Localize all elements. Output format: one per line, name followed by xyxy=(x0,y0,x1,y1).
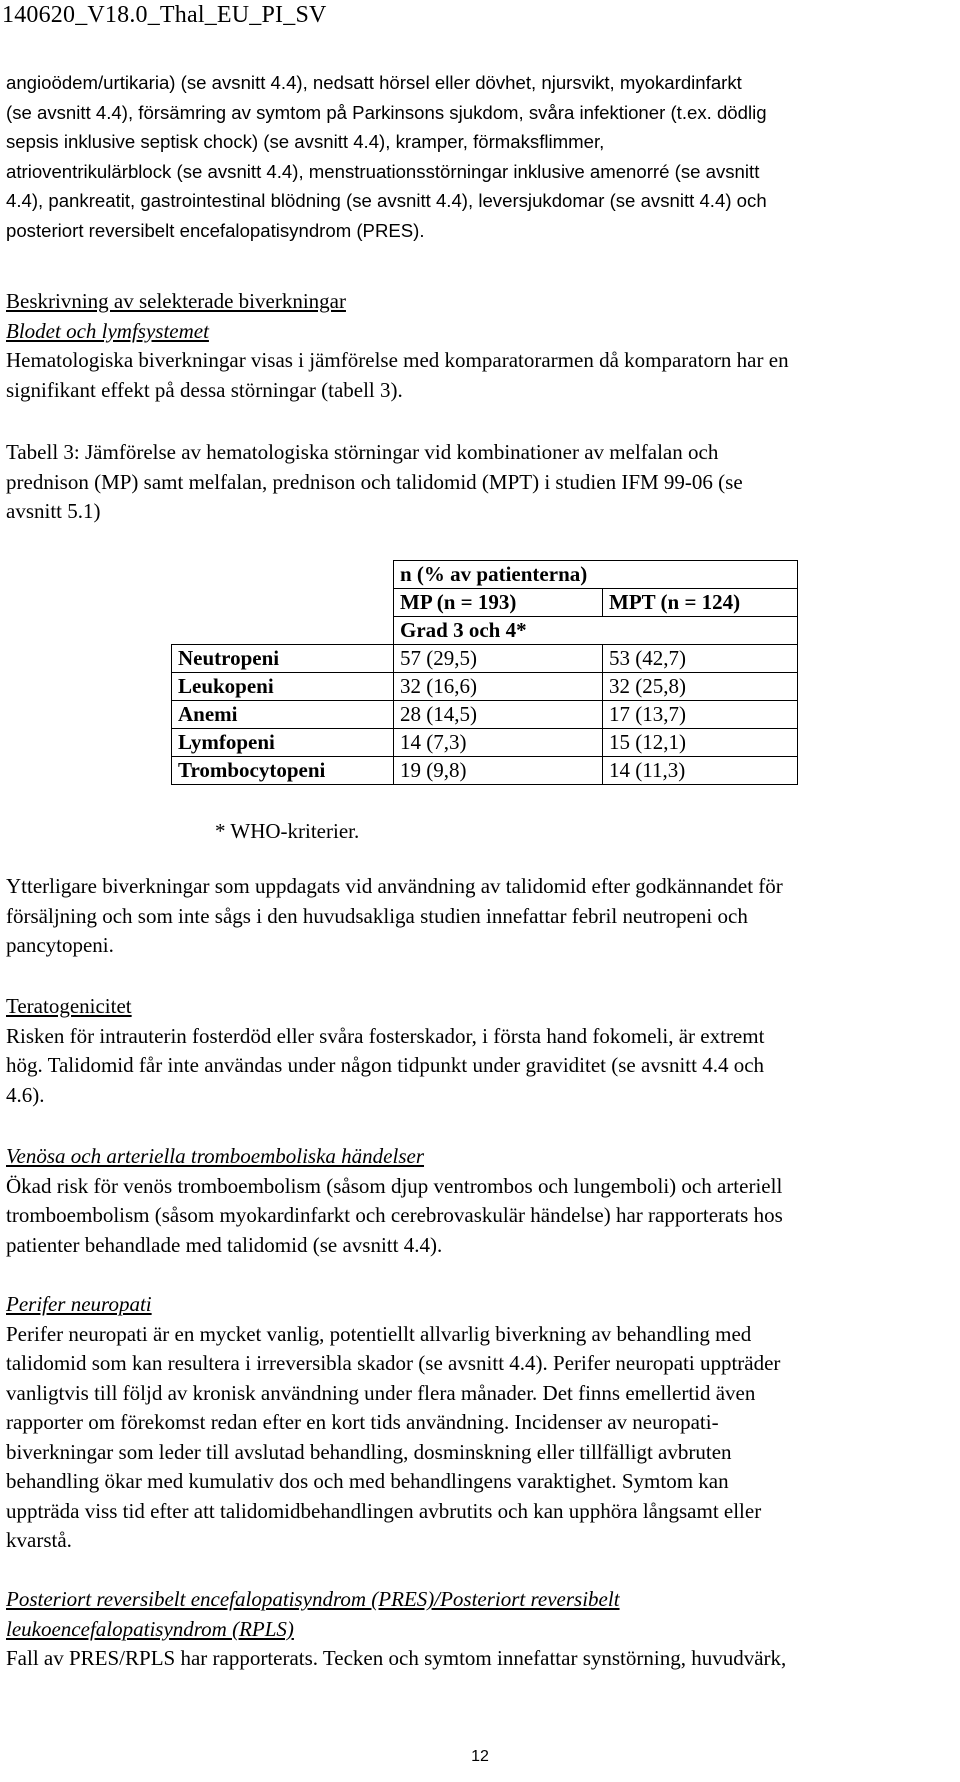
text-line: Tabell 3: Jämförelse av hematologiska störningar vid kombinationer av melfalan och xyxy=(6,440,719,464)
text-line: Ökad risk för venös tromboembolism (såsom djup ventrombos och lungemboli) och arteriell xyxy=(6,1173,783,1198)
table-row xyxy=(172,729,798,757)
cell-mpt: 32 (25,8) xyxy=(603,673,798,701)
thromboembolic-section xyxy=(6,1142,954,1260)
text-line: behandling ökar med kumulativ dos och med behandlingens varaktighet. Symtom kan xyxy=(6,1469,729,1493)
section-heading: Beskrivning av selekterade biverkningar xyxy=(6,289,346,313)
column-header-mp: MP (n = 193) xyxy=(394,589,603,617)
text-line: avsnitt 5.1) xyxy=(6,499,101,523)
table-row xyxy=(172,673,798,701)
text-line: Hematologiska biverkningar visas i jämförelse med komparatorarmen då komparatorn har en xyxy=(6,348,789,372)
hematology-table xyxy=(171,560,798,785)
table-header-row xyxy=(172,617,798,645)
table-header-row xyxy=(172,561,798,589)
page-number: 12 xyxy=(471,1748,489,1765)
section-heading: Perifer neuropati xyxy=(6,1292,152,1316)
intro-paragraph xyxy=(6,68,954,245)
section-heading: Teratogenicitet xyxy=(6,994,132,1018)
text-line: 4.4), pankreatit, gastrointestinal blödning (se avsnitt 4.4), leversjukdomar (se avsnitt 4.4) och xyxy=(6,190,767,211)
text-line: angioödem/urtikaria) (se avsnitt 4.4), nedsatt hörsel eller dövhet, njursvikt, myokardinfarkt xyxy=(6,72,742,93)
section-heading: leukoencefalopatisyndrom (RPLS) xyxy=(6,1616,294,1641)
cell-mpt: 53 (42,7) xyxy=(603,645,798,673)
row-label: Lymfopeni xyxy=(172,729,394,757)
section-heading: Venösa och arteriella tromboemboliska händelser xyxy=(6,1144,425,1168)
text-line: biverkningar som leder till avslutad behandling, dosminskning eller tillfälligt avbruten xyxy=(6,1439,732,1464)
text-line: hög. Talidomid får inte användas under någon tidpunkt under graviditet (se avsnitt 4.4 och xyxy=(6,1053,765,1077)
document-header: 140620_V18.0_Thal_EU_PI_SV xyxy=(2,2,327,28)
row-label: Leukopeni xyxy=(172,673,394,701)
cell-mp: 32 (16,6) xyxy=(394,673,603,701)
teratogenicity-section xyxy=(6,992,954,1110)
table-header-row xyxy=(172,589,798,617)
table-row xyxy=(172,757,798,785)
column-header-mpt: MPT (n = 124) xyxy=(603,589,798,617)
row-label: Neutropeni xyxy=(172,645,394,673)
section-subheading: Blodet och lymfsystemet xyxy=(6,318,209,343)
text-line: sepsis inklusive septisk chock) (se avsnitt 4.4), kramper, förmaksflimmer, xyxy=(6,131,605,152)
table-footnote: * WHO-kriterier. xyxy=(215,819,360,843)
text-line: försäljning och som inte sågs i den huvudsakliga studien innefattar febril neutropeni och xyxy=(6,903,748,928)
text-line: vanligtvis till följd av kronisk användning under flera månader. Det finns emellertid även xyxy=(6,1380,756,1405)
text-line: prednison (MP) samt melfalan, prednison och talidomid (MPT) i studien IFM 99-06 (se xyxy=(6,469,743,494)
cell-mp: 28 (14,5) xyxy=(394,701,603,729)
text-line: posteriort reversibelt encefalopatisyndrom (PRES). xyxy=(6,219,425,241)
cell-mp: 14 (7,3) xyxy=(394,729,603,757)
table-row xyxy=(172,645,798,673)
table-caption xyxy=(6,438,954,527)
cell-mpt: 15 (12,1) xyxy=(603,729,798,757)
text-line: Risken för intrauterin fosterdöd eller svåra fosterskador, i första hand fokomeli, är extremt xyxy=(6,1023,765,1048)
text-line: tromboembolism (såsom myokardinfarkt och cerebrovaskulär händelse) har rapporterats hos xyxy=(6,1203,783,1227)
grade-header: Grad 3 och 4* xyxy=(394,617,798,645)
text-line: patienter behandlade med talidomid (se avsnitt 4.4). xyxy=(6,1232,443,1257)
cell-mpt: 14 (11,3) xyxy=(603,757,798,785)
text-line: atrioventrikulärblock (se avsnitt 4.4), menstruationsstörningar inklusive amenorré (se avsnitt xyxy=(6,160,760,182)
text-line: (se avsnitt 4.4), försämring av symtom på Parkinsons sjukdom, svåra infektioner (t.ex. dödlig xyxy=(6,101,767,123)
cell-mp: 19 (9,8) xyxy=(394,757,603,785)
selected-reactions-section xyxy=(6,287,954,405)
row-label: Anemi xyxy=(172,701,394,729)
section-heading: Posteriort reversibelt encefalopatisyndrom (PRES)/Posteriort reversibelt xyxy=(6,1587,620,1611)
text-line: rapporter om förekomst redan efter en kort tids användning. Incidenser av neuropati- xyxy=(6,1410,719,1434)
text-line: pancytopeni. xyxy=(6,933,114,957)
text-line: Ytterligare biverkningar som uppdagats vid användning av talidomid efter godkännandet för xyxy=(6,874,783,898)
additional-reactions-paragraph xyxy=(6,872,954,961)
text-line: talidomid som kan resultera i irreversibla skador (se avsnitt 4.4). Perifer neuropati uppträder xyxy=(6,1351,781,1375)
neuropathy-section xyxy=(6,1290,954,1556)
table-header-main: n (% av patienterna) xyxy=(394,561,798,589)
text-line: kvarstå. xyxy=(6,1528,72,1552)
cell-mp: 57 (29,5) xyxy=(394,645,603,673)
text-line: signifikant effekt på dessa störningar (tabell 3). xyxy=(6,377,403,402)
text-line: Perifer neuropati är en mycket vanlig, potentiellt allvarlig biverkning av behandling med xyxy=(6,1321,752,1346)
pres-section xyxy=(6,1585,954,1674)
text-line: uppträda viss tid efter att talidomidbehandlingen avbrutits och kan upphöra långsamt eller xyxy=(6,1498,762,1523)
row-label: Trombocytopeni xyxy=(172,757,394,785)
text-line: 4.6). xyxy=(6,1082,45,1107)
cell-mpt: 17 (13,7) xyxy=(603,701,798,729)
table-row xyxy=(172,701,798,729)
text-line: Fall av PRES/RPLS har rapporterats. Tecken och symtom innefattar synstörning, huvudvärk, xyxy=(6,1646,787,1670)
